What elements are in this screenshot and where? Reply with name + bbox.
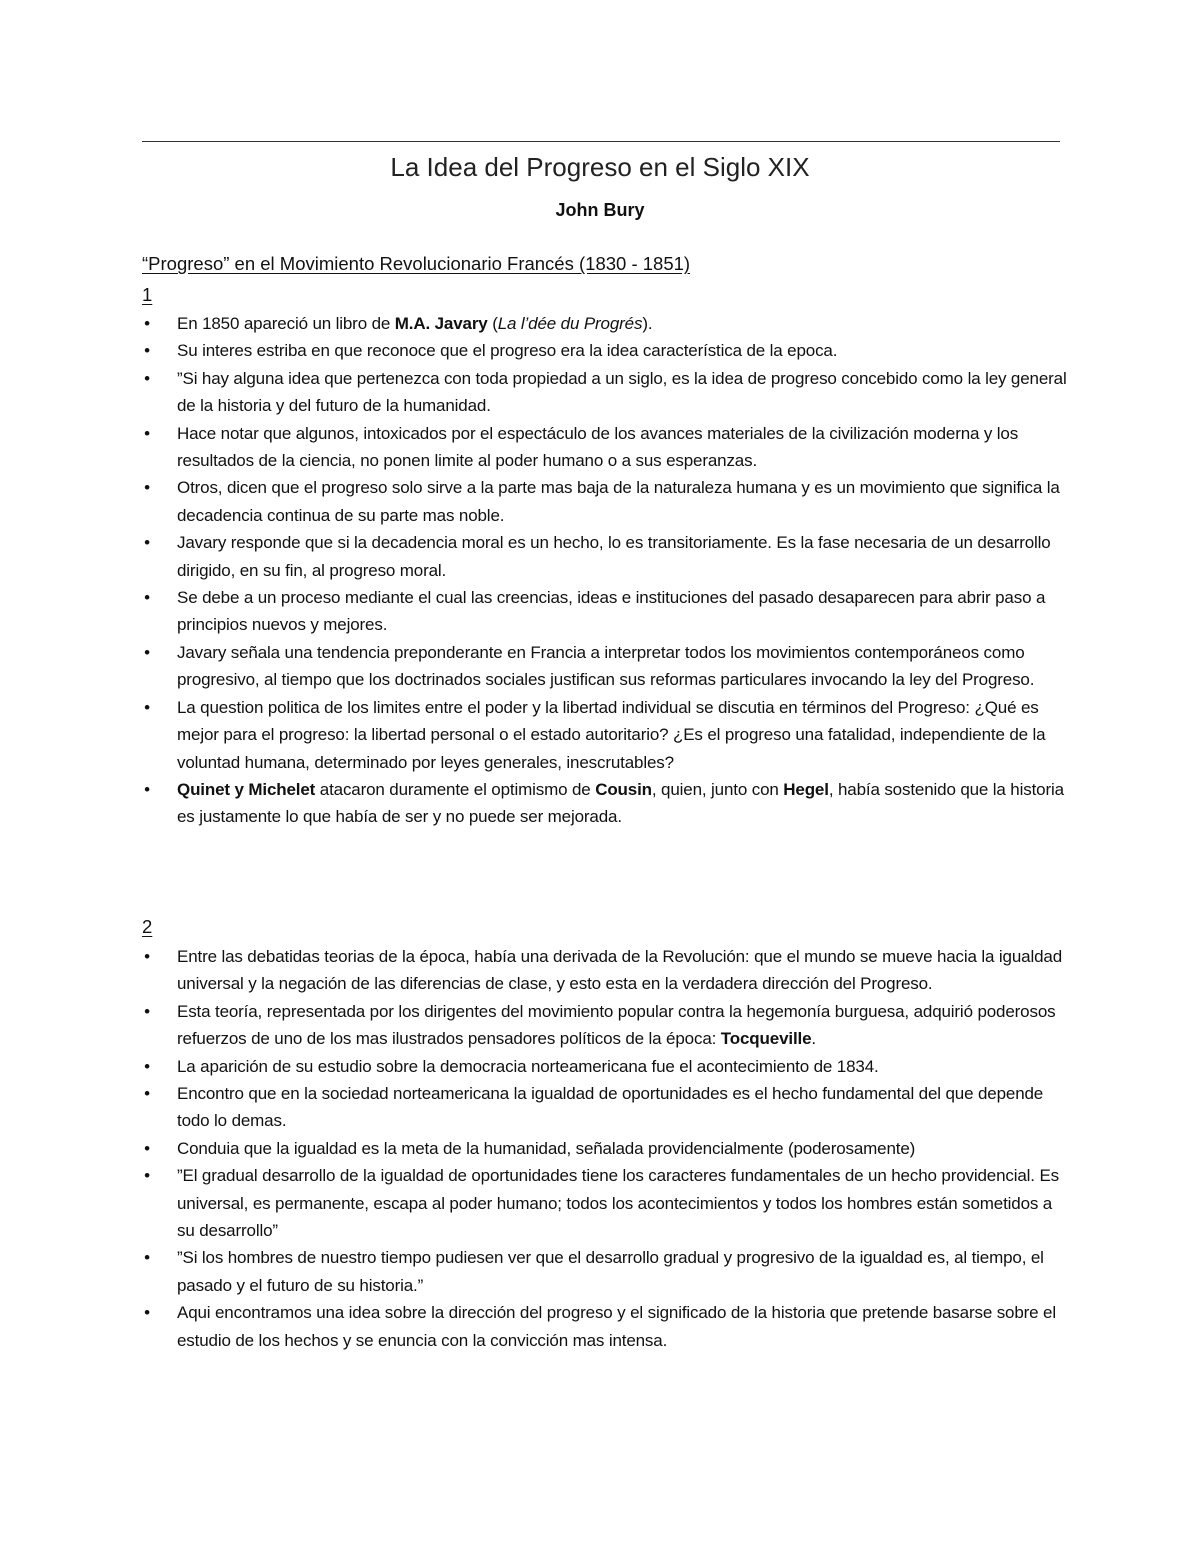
bullet-icon: • xyxy=(144,1248,150,1268)
bold-name: M.A. Javary xyxy=(394,314,488,333)
list-item-text: Javary responde que si la decadencia moral es un hecho, lo es transitoriamente. Es la fase necesaria de un desarrollo dirigido, en su fin, al progreso moral. xyxy=(177,533,1051,580)
section-1-number: 1 xyxy=(142,284,153,305)
bullet-icon: • xyxy=(144,779,150,799)
header-rule xyxy=(142,141,1060,142)
list-item-text: Su interes estriba en que reconoce que el progreso era la idea característica de la epoca. xyxy=(177,341,838,361)
bullet-icon: • xyxy=(144,947,150,966)
list-item xyxy=(142,1135,1072,1162)
list-item-text: En 1850 apareció un libro de M.A. Javary (La l’dée du Progrés). xyxy=(177,314,653,333)
list-item-text: Javary señala una tendencia preponderante en Francia a interpretar todos los movimientos contemporáneos como progresivo, al tiempo que los doctrinados sociales justifican sus reformas particulares invocando la ley del Progreso. xyxy=(177,642,1035,690)
list-item xyxy=(142,639,1072,694)
list-item xyxy=(142,365,1072,420)
list-item xyxy=(142,420,1072,475)
bold-name: Cousin xyxy=(595,779,652,799)
bullet-icon: • xyxy=(144,1138,150,1158)
document-author: John Bury xyxy=(555,200,645,220)
list-item-text: Aqui encontramos una idea sobre la dirección del progreso y el significado de la historia que pretende basarse sobre el estudio de los hechos y se enuncia con la convicción mas intensa. xyxy=(177,1303,1056,1350)
bullet-icon: • xyxy=(144,642,150,662)
list-item-text: Otros, dicen que el progreso solo sirve a la parte mas baja de la naturaleza humana y es un movimiento que significa la decadencia continua de su parte mas noble. xyxy=(177,478,1060,525)
document-title: La Idea del Progreso en el Siglo XIX xyxy=(390,152,810,182)
bullet-icon: • xyxy=(144,478,150,498)
list-item xyxy=(142,1053,1072,1080)
section-1-list xyxy=(142,310,1072,831)
list-item xyxy=(142,337,1072,364)
bullet-icon: • xyxy=(144,314,150,333)
list-item-text: Quinet y Michelet atacaron duramente el optimismo de Cousin, quien, junto con Hegel, había sostenido que la historia es justamente lo que había de ser y no puede ser mejorada. xyxy=(177,779,1064,827)
bullet-icon: • xyxy=(144,1303,150,1323)
section-heading: “Progreso” en el Movimiento Revolucionario Francés (1830 - 1851) xyxy=(142,253,691,274)
bullet-icon: • xyxy=(144,368,150,388)
list-item-text: Entre las debatidas teorias de la época, había una derivada de la Revolución: que el mundo se mueve hacia la igualdad universal y la negación de las diferencias de clase, y esto esta en la verdadera dirección del Progreso. xyxy=(177,947,1063,994)
list-item-text: Se debe a un proceso mediante el cual las creencias, ideas e instituciones del pasado desaparecen para abrir paso a principios nuevos y mejores. xyxy=(177,588,1046,635)
list-item xyxy=(142,694,1072,776)
list-item-text: Hace notar que algunos, intoxicados por el espectáculo de los avances materiales de la civilización moderna y los resultados de la ciencia, no ponen limite al poder humano o a sus esperanzas. xyxy=(177,423,1019,471)
list-item-text: Conduia que la igualdad es la meta de la humanidad, señalada providencialmente (poderosamente) xyxy=(177,1138,916,1158)
list-item-text: ”Si los hombres de nuestro tiempo pudiesen ver que el desarrollo gradual y progresivo de la igualdad es, al tiempo, el pasado y el futuro de su historia.” xyxy=(177,1248,1044,1295)
list-item xyxy=(142,1244,1072,1299)
list-item xyxy=(142,310,1072,337)
bullet-icon: • xyxy=(144,1001,150,1021)
list-item-text: ”Si hay alguna idea que pertenezca con toda propiedad a un siglo, es la idea de progreso concebido como la ley general de la historia y del futuro de la humanidad. xyxy=(177,368,1067,416)
bullet-icon: • xyxy=(144,423,150,443)
section-2-list xyxy=(142,943,1072,1354)
list-item xyxy=(142,1162,1072,1244)
list-item-text: Esta teoría, representada por los dirigentes del movimiento popular contra la hegemonía burguesa, adquirió poderosos refuerzos de uno de los mas ilustrados pensadores políticos de la época: Tocqueville. xyxy=(177,1001,1056,1049)
list-item xyxy=(142,529,1072,584)
bold-name: Tocqueville xyxy=(720,1029,812,1049)
list-item xyxy=(142,776,1072,831)
list-item xyxy=(142,1080,1072,1135)
list-item xyxy=(142,943,1072,998)
bullet-icon: • xyxy=(144,1166,150,1186)
bold-name: Hegel xyxy=(783,779,829,799)
bullet-icon: • xyxy=(144,1084,150,1104)
section-2-number: 2 xyxy=(142,916,153,937)
list-item-text: La question politica de los limites entre el poder y la libertad individual se discutia en términos del Progreso: ¿Qué es mejor para el progreso: la libertad personal o el estado autoritario? ¿Es el progreso una fatalidad, independiente de la voluntad humana, determinado por leyes generales, inescrutables? xyxy=(177,697,1046,772)
bold-name: Quinet y Michelet xyxy=(177,779,316,799)
list-item xyxy=(142,1299,1072,1354)
list-item-text: ”El gradual desarrollo de la igualdad de oportunidades tiene los caracteres fundamentales de un hecho providencial. Es universal, es permanente, escapa al poder humano; todos los acontecimientos y todos los hombres están sometidos a su desarrollo” xyxy=(177,1166,1059,1241)
bullet-icon: • xyxy=(144,1056,150,1076)
list-item xyxy=(142,998,1072,1053)
list-item xyxy=(142,584,1072,639)
bullet-icon: • xyxy=(144,341,150,361)
bullet-icon: • xyxy=(144,588,150,608)
list-item xyxy=(142,474,1072,529)
list-item-text: La aparición de su estudio sobre la democracia norteamericana fue el acontecimiento de 1834. xyxy=(177,1056,879,1076)
bullet-icon: • xyxy=(144,697,150,717)
list-item-text: Encontro que en la sociedad norteamericana la igualdad de oportunidades es el hecho fundamental del que depende todo lo demas. xyxy=(177,1084,1044,1131)
bullet-icon: • xyxy=(144,533,150,553)
italic-title: La l’dée du Progrés xyxy=(497,314,643,333)
